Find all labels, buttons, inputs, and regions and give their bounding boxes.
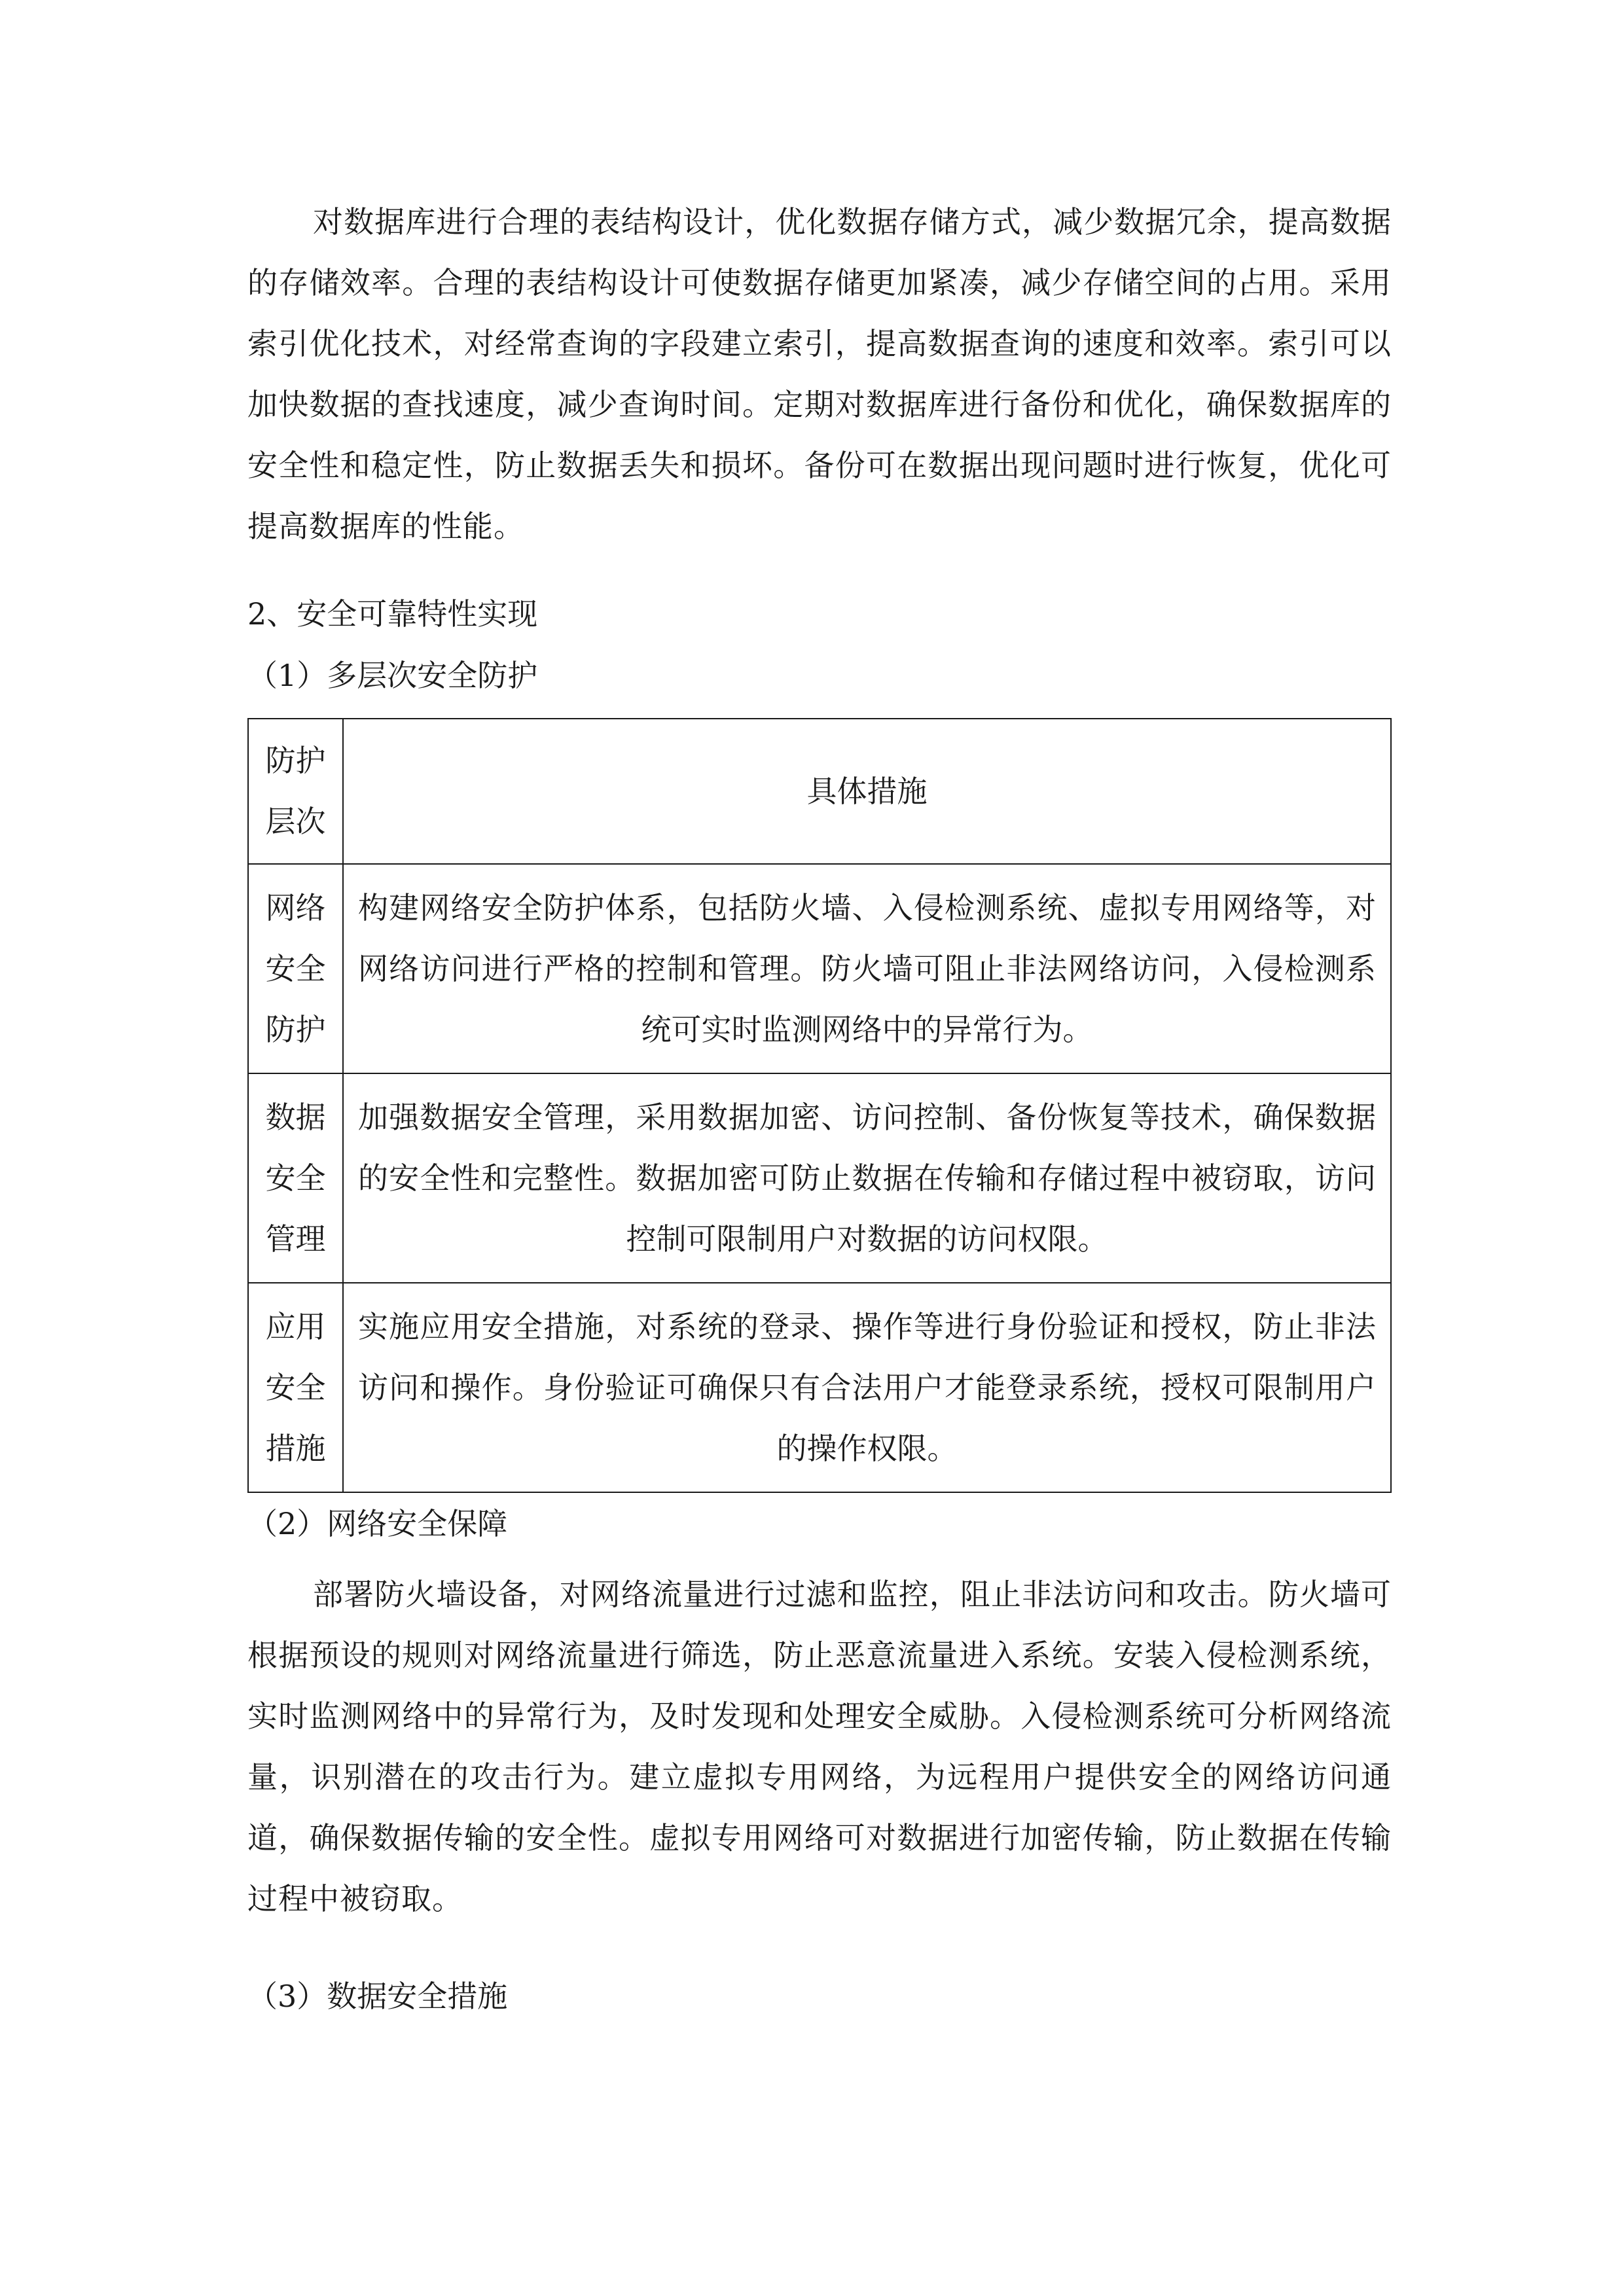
row-measure-text: 构建网络安全防护体系，包括防火墙、入侵检测系统、虚拟专用网络等，对网络访问进行严格的控制和管理。防火墙可阻止非法网络访问，入侵检测系统可实时监测网络中的异常行为。 xyxy=(343,864,1391,1073)
row-measure-text: 实施应用安全措施，对系统的登录、操作等进行身份验证和授权，防止非法访问和操作。身份验证可确保只有合法用户才能登录系统，授权可限制用户的操作权限。 xyxy=(343,1283,1391,1492)
subheading-data-security: （3）数据安全措施 xyxy=(247,1979,508,2014)
subheading-network-security: （2）网络安全保障 xyxy=(247,1506,508,1541)
header-measure-label: 具体措施 xyxy=(343,719,1391,864)
table-row xyxy=(248,1283,1391,1492)
table-header-row xyxy=(248,719,1391,864)
row-level-cell xyxy=(248,1283,343,1492)
row-level-cell xyxy=(248,1073,343,1283)
subheading-multilayer-protection: （1）多层次安全防护 xyxy=(247,658,538,693)
table-row xyxy=(248,1073,1391,1283)
row-level-cell xyxy=(248,864,343,1073)
intro-paragraph: 对数据库进行合理的表结构设计，优化数据存储方式，减少数据冗余，提高数据的存储效率。合理的表结构设计可使数据存储更加紧凑，减少存储空间的占用。采用索引优化技术，对经常查询的字段建立索引，提高数据查询的速度和效率。索引可以加快数据的查找速度，减少查询时间。定期对数据库进行备份和优化，确保数据库的安全性和稳定性，防止数据丢失和损坏。备份可在数据出现问题时进行恢复，优化可提高数据库的性能。 xyxy=(247,204,1392,544)
protection-measures-table xyxy=(247,718,1392,1493)
table-row xyxy=(248,864,1391,1073)
section-heading-security: 2、安全可靠特性实现 xyxy=(247,596,538,632)
row-level-label: 应用安全措施 xyxy=(265,1308,326,1466)
row-level-label: 数据安全管理 xyxy=(265,1099,326,1257)
header-level-label: 防护层次 xyxy=(265,743,326,839)
header-level-cell xyxy=(248,719,343,864)
network-security-paragraph: 部署防火墙设备，对网络流量进行过滤和监控，阻止非法访问和攻击。防火墙可根据预设的规则对网络流量进行筛选，防止恶意流量进入系统。安装入侵检测系统，实时监测网络中的异常行为，及时发现和处理安全威胁。入侵检测系统可分析网络流量，识别潜在的攻击行为。建立虚拟专用网络，为远程用户提供安全的网络访问通道，确保数据传输的安全性。虚拟专用网络可对数据进行加密传输，防止数据在传输过程中被窃取。 xyxy=(247,1577,1392,1916)
row-measure-text: 加强数据安全管理，采用数据加密、访问控制、备份恢复等技术，确保数据的安全性和完整性。数据加密可防止数据在传输和存储过程中被窃取，访问控制可限制用户对数据的访问权限。 xyxy=(343,1073,1391,1283)
row-level-label: 网络安全防护 xyxy=(265,889,326,1047)
